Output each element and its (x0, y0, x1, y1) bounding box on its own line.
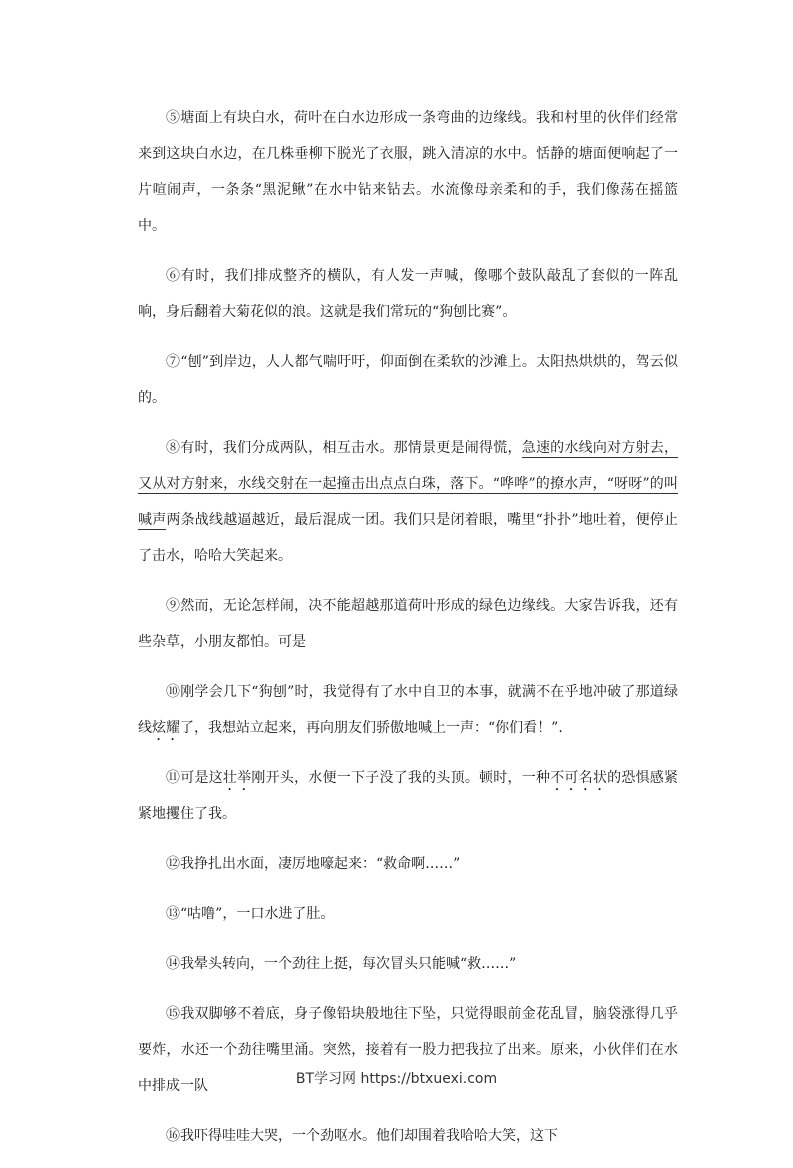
paragraph-text: ⑮我双脚够不着底，身子像铅块般地往下坠，只觉得眼前金花乱冒，脑袋涨得几乎要炸，水还一个劲往嘴里涌。突然，接着有一股力把我拉了出来。原来，小伙伴们在水中排成一队 (138, 1006, 678, 1094)
paragraph-text: ⑬“咕噜”，一口水进了肚。 (166, 906, 335, 922)
paragraph-p8 (138, 430, 678, 574)
paragraph-p7 (138, 344, 678, 416)
paragraph-text: ⑫我挣扎出水面，凄厉地嚎起来：“救命啊……” (166, 856, 461, 872)
paragraph-text: ⑭我晕头转向，一个劲往上挺，每次冒头只能喊“救……” (166, 956, 517, 972)
paragraph-text: ⑤塘面上有块白水，荷叶在白水边形成一条弯曲的边缘线。我和村里的伙伴们经常来到这块白水边，在几株垂柳下脱光了衣服，跳入清凉的水中。恬静的塘面便响起了一片喧闹声，一条条“黑泥鳅”在水中钻来钻去。水流像母亲柔和的手，我们像荡在摇篮中。 (138, 110, 678, 234)
emphasis-dotted-text: 不可名状 (550, 770, 608, 786)
paragraph-p6 (138, 258, 678, 330)
emphasis-dotted-text: 炫耀 (152, 720, 180, 736)
paragraph-text: ⑩刚学会几下“狗刨”时，我觉得有了水中自卫的本事，就满不在乎地冲破了那道绿线 (138, 684, 678, 736)
footer-watermark: BT学习网 https://btxuexi.com (295, 1071, 498, 1087)
paragraph-text: ⑥有时，我们排成整齐的横队，有人发一声喊，像哪个鼓队敲乱了套似的一阵乱响，身后翻着大菊花似的浪。这就是我们常玩的“狗刨比赛”。 (138, 268, 678, 320)
paragraph-text: 两条战线越逼越近，最后混成一团。我们只是闭着眼，嘴里“扑扑”地吐着，便停止了击水，哈哈大笑起来。 (138, 512, 679, 564)
paragraph-p5 (138, 100, 678, 244)
paragraph-text: ⑯我吓得哇哇大哭，一个劲呕水。他们却围着我哈哈大笑，这下 (166, 1128, 558, 1144)
paragraph-text: 刚开头，水便一下子没了我的头顶。顿时，一种 (251, 770, 551, 786)
document-body (138, 100, 678, 1168)
paragraph-p14 (138, 946, 678, 982)
paragraph-text: 了，我想站立起来，再向朋友们骄傲地喊上一声：“你们看！”. (180, 720, 563, 736)
paragraph-text: 的恐惧感紧紧地攫住了我。 (138, 770, 679, 822)
paragraph-p13 (138, 896, 678, 932)
underlined-text: 急速的水线向对方射去，又从对方射来，水线交射在一起撞击出点点白珠，落下。“哗哗”的撩水声，“呀呀”的叫喊声 (138, 440, 679, 528)
paragraph-p12 (138, 846, 678, 882)
paragraph-text: ⑪可是这 (166, 770, 223, 786)
paragraph-text: ⑦“刨”到岸边，人人都气喘吁吁，仰面倒在柔软的沙滩上。太阳热烘烘的，驾云似的。 (138, 354, 678, 406)
paragraph-text: ⑨然而，无论怎样闹，决不能超越那道荷叶形成的绿色边缘线。大家告诉我，还有些杂草，小朋友都怕。可是 (138, 598, 678, 650)
paragraph-text: ⑧有时，我们分成两队，相互击水。那情景更是闹得慌， (166, 440, 522, 456)
paragraph-p11 (138, 760, 678, 832)
paragraph-p16 (138, 1118, 678, 1154)
emphasis-dotted-text: 壮举 (222, 770, 252, 786)
paragraph-p10 (138, 674, 678, 746)
paragraph-p9 (138, 588, 678, 660)
